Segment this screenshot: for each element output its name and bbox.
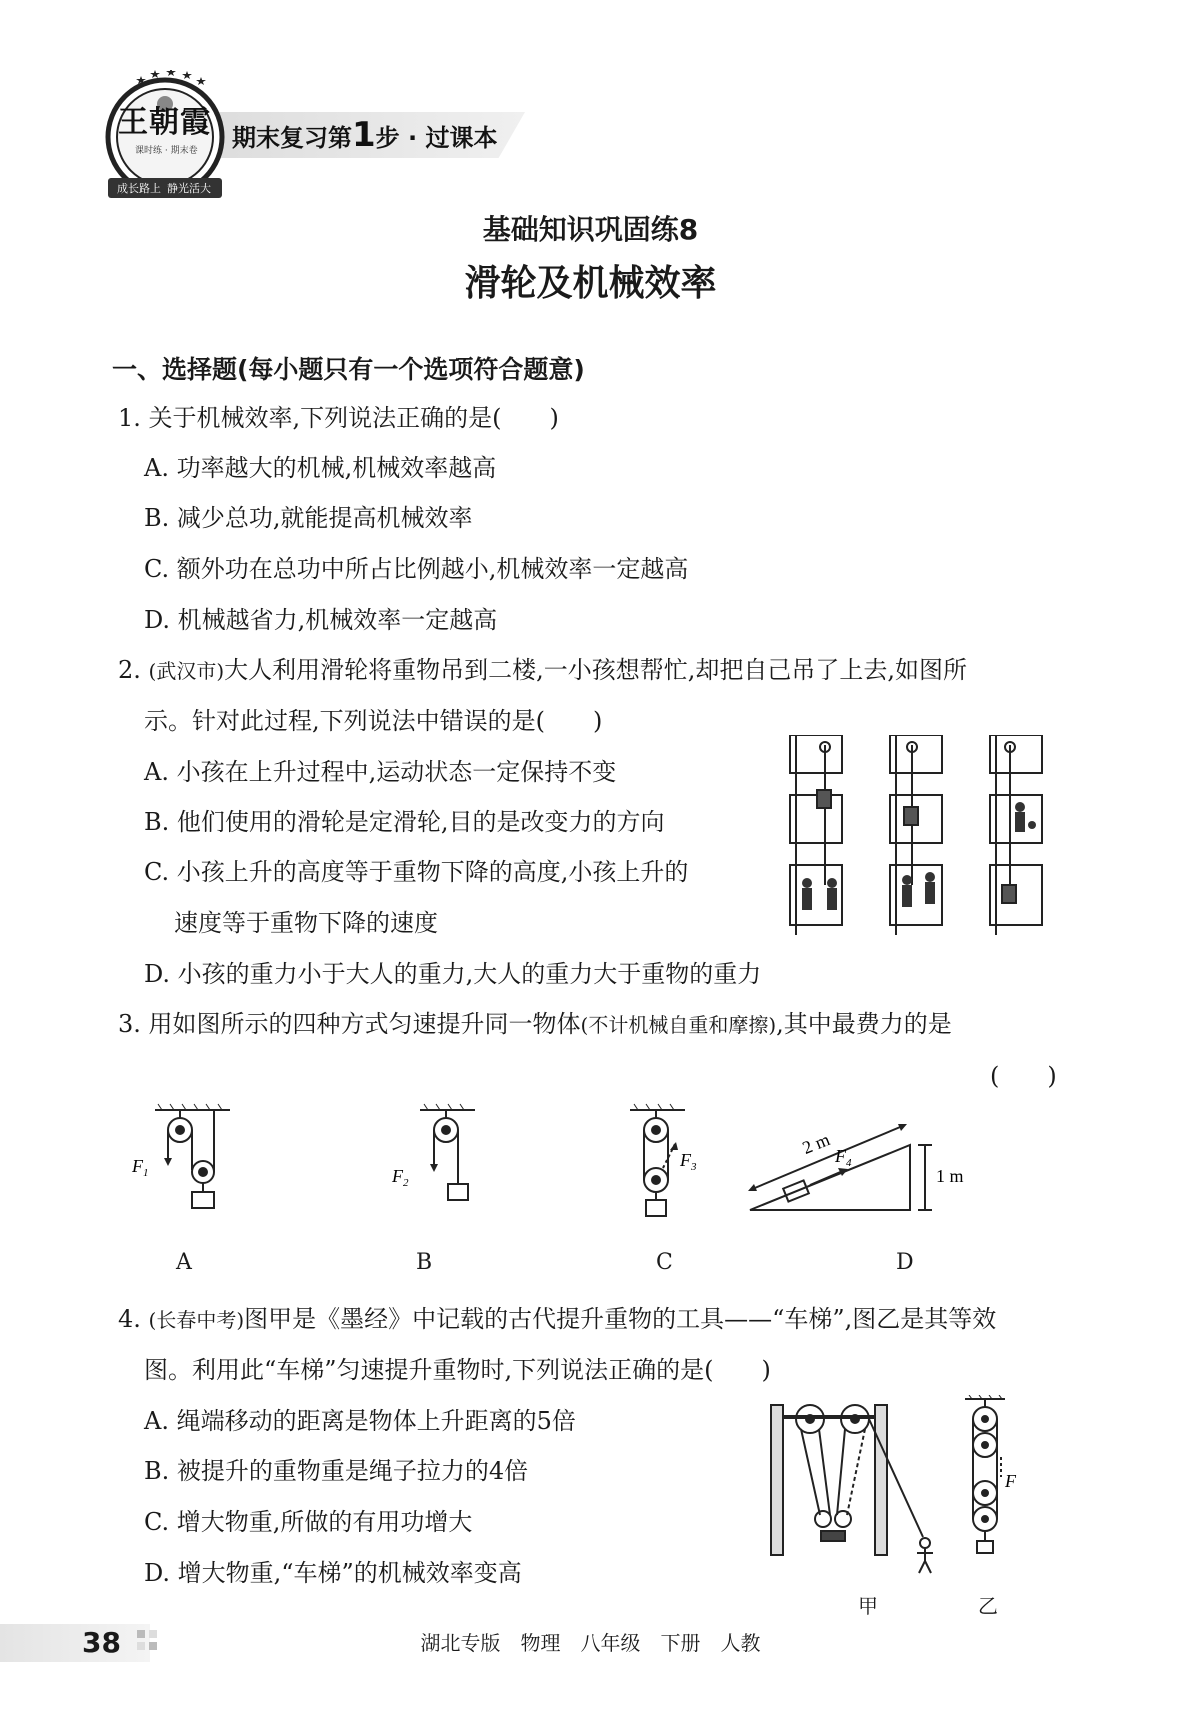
q3-length-label: 2 m <box>799 1129 833 1159</box>
q2-option-d: D. 小孩的重力小于大人的重力,大人的重力大于重物的重力 <box>144 960 762 988</box>
q2-figure <box>770 735 1070 935</box>
q3-stem-b: ,其中最费力的是 <box>776 1010 952 1038</box>
q1-option-a: A. 功率越大的机械,机械效率越高 <box>144 454 497 482</box>
q2-stem-text: 大人利用滑轮将重物吊到二楼,一小孩想帮忙,却把自己吊了上去,如图所 <box>224 656 968 684</box>
q3-figure <box>130 1100 1090 1240</box>
worksheet-title: 滑轮及机械效率 <box>464 263 717 304</box>
q2-stem-line1 <box>118 654 967 687</box>
banner-prefix: 期末复习第 <box>232 124 352 152</box>
banner-text <box>232 115 498 155</box>
q2-option-b: B. 他们使用的滑轮是定滑轮,目的是改变力的方向 <box>144 808 665 836</box>
q3-source: (不计机械自重和摩擦) <box>580 1013 777 1037</box>
section-heading: 一、选择题(每小题只有一个选项符合题意) <box>112 355 585 384</box>
page-number: 38 <box>82 1626 121 1659</box>
q2-option-c-line1: C. 小孩上升的高度等于重物下降的高度,小孩上升的 <box>144 858 689 886</box>
q3-height-label: 1 m <box>936 1166 964 1186</box>
brand-motto-right: 静光活大 <box>167 182 211 195</box>
brand-tagline: 课时练 · 期末卷 <box>135 146 198 156</box>
q3-f3-label: $F_3$ <box>680 1150 697 1173</box>
brand-name: 王朝霞 <box>118 105 211 140</box>
q2-option-c-line2: 速度等于重物下降的速度 <box>174 909 438 937</box>
brand-motto-left: 成长路上 <box>117 182 161 195</box>
q3-option-d-label: D <box>896 1250 914 1275</box>
banner-number: 1 <box>352 115 376 155</box>
q1-stem: 1. 关于机械效率,下列说法正确的是( ) <box>118 404 559 432</box>
q4-option-c: C. 增大物重,所做的有用功增大 <box>144 1508 473 1536</box>
q4-number: 4. <box>118 1305 149 1333</box>
q3-option-b-label: B <box>416 1250 433 1275</box>
q3-option-c-label: C <box>656 1250 673 1275</box>
q3-f2-label: $F_2$ <box>392 1166 409 1189</box>
q4-figure-jia-label: 甲 <box>858 1594 878 1618</box>
q2-option-a: A. 小孩在上升过程中,运动状态一定保持不变 <box>144 758 617 786</box>
q1-option-c: C. 额外功在总功中所占比例越小,机械效率一定越高 <box>144 555 689 583</box>
worksheet-subtitle: 基础知识巩固练8 <box>482 213 699 246</box>
q3-f4-label: $F_4$ <box>835 1146 852 1169</box>
q3-stem <box>118 1008 952 1041</box>
q4-option-b: B. 被提升的重物重是绳子拉力的4倍 <box>144 1457 529 1485</box>
q4-force-label: F <box>1005 1471 1016 1491</box>
q3-stem-a: 3. 用如图所示的四种方式匀速提升同一物体 <box>118 1010 581 1038</box>
q2-number: 2. <box>118 656 149 684</box>
q4-option-d: D. 增大物重,“车梯”的机械效率变高 <box>144 1559 522 1587</box>
footer-info: 湖北专版 物理 八年级 下册 人教 <box>420 1631 761 1655</box>
q3-answer-paren: ( ) <box>990 1062 1057 1090</box>
q2-source: (武汉市) <box>148 659 225 683</box>
q4-figure <box>765 1395 1025 1575</box>
q1-option-d: D. 机械越省力,机械效率一定越高 <box>144 606 498 634</box>
banner-suffix: 步 · 过课本 <box>375 124 498 152</box>
q4-stem-text: 图甲是《墨经》中记载的古代提升重物的工具——“车梯”,图乙是其等效 <box>244 1305 997 1333</box>
q4-option-a: A. 绳端移动的距离是物体上升距离的5倍 <box>144 1407 576 1435</box>
q3-option-a-label: A <box>176 1250 192 1275</box>
q4-stem-line1 <box>118 1303 996 1336</box>
q2-stem-line2: 示。针对此过程,下列说法中错误的是( ) <box>144 707 603 735</box>
q3-f1-label: $F_1$ <box>132 1156 149 1179</box>
q4-stem-line2: 图。利用此“车梯”匀速提升重物时,下列说法正确的是( ) <box>144 1356 771 1384</box>
q4-source: (长春中考) <box>148 1308 245 1332</box>
q4-figure-yi-label: 乙 <box>978 1594 998 1618</box>
q1-option-b: B. 减少总功,就能提高机械效率 <box>144 504 473 532</box>
